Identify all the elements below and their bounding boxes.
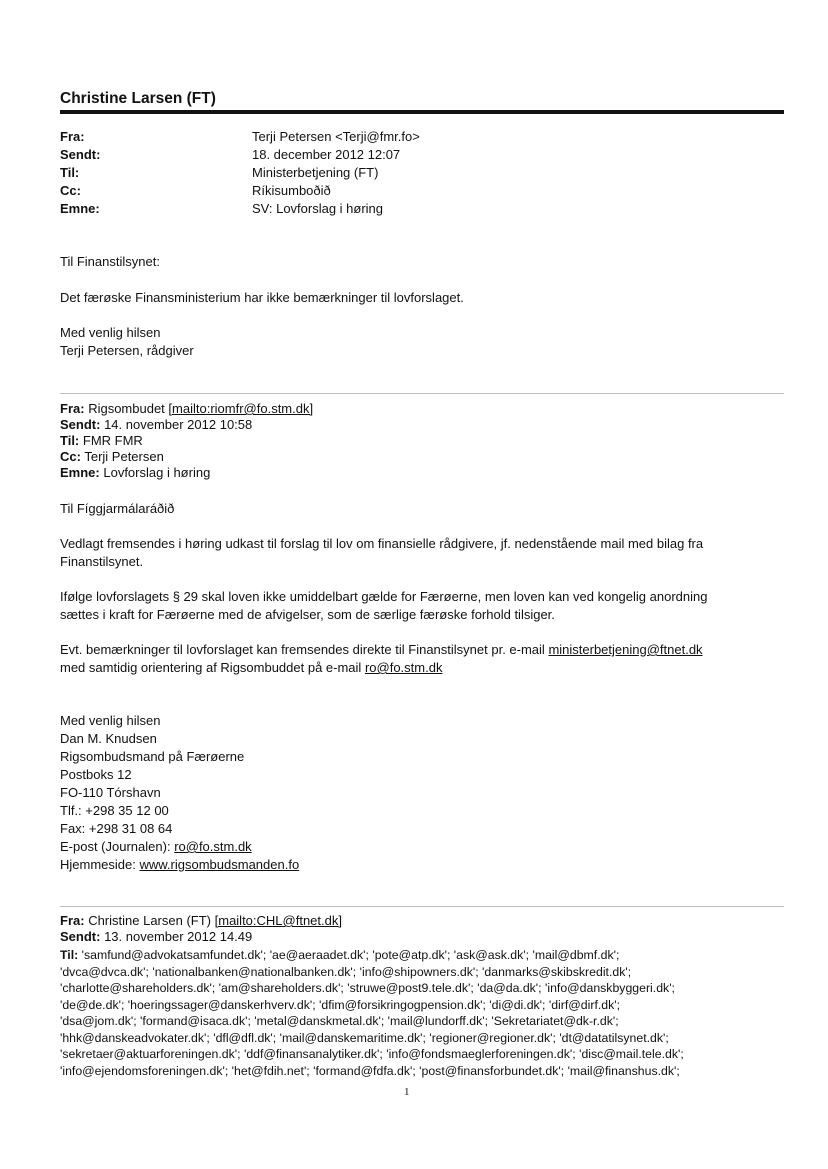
recipient-line: 'dvca@dvca.dk'; 'nationalbanken@nationalbanken.dk'; 'info@shipowners.dk'; 'danmarks@skibskredit.dk';: [60, 964, 632, 979]
fra-value: Rigsombudet: [88, 401, 165, 416]
epost-link[interactable]: ro@fo.stm.dk: [174, 839, 252, 854]
sig-address: Postboks 12: [60, 767, 132, 782]
til-label: Til:: [60, 433, 80, 448]
email-link[interactable]: ministerbetjening@ftnet.dk: [548, 642, 703, 657]
document-title: Christine Larsen (FT): [60, 90, 216, 107]
til-value: FMR FMR: [82, 433, 143, 448]
recipient-line: 'dsa@jom.dk'; 'formand@isaca.dk'; 'metal@danskmetal.dk'; 'mail@lundorff.dk'; 'Sekretariatet@dk-r.dk';: [60, 1014, 619, 1028]
sendt-line: [60, 929, 252, 944]
title-divider: [60, 110, 784, 114]
fra-line: [60, 401, 313, 416]
sig-phone: Tlf.: +298 35 12 00: [60, 803, 169, 818]
recipient-line: [60, 947, 760, 964]
greeting: Til Finanstilsynet:: [60, 254, 160, 269]
sig-title: Rigsombudsmand på Færøerne: [60, 749, 245, 764]
emne-label: Emne:: [60, 201, 100, 216]
cc-value: Ríkisumboðið: [252, 183, 331, 198]
emne-value: Lovforslag i høring: [103, 465, 211, 480]
emne-label: Emne:: [60, 465, 100, 480]
fra-value: Christine Larsen (FT): [88, 913, 211, 928]
closing: Med venlig hilsen: [60, 325, 161, 340]
greeting: Til Fíggjarmálaráðið: [60, 501, 175, 516]
recipient-line: 'info@ejendomsforeningen.dk'; 'het@fdih.net'; 'formand@fdfa.dk'; 'post@finansforbundet.dk'; 'mail@finanshus.dk';: [60, 1063, 680, 1078]
recipient-list: [60, 947, 760, 1079]
body-text: Det færøske Finansministerium har ikke bemærkninger til lovforslaget.: [60, 290, 464, 305]
email-link[interactable]: ro@fo.stm.dk: [364, 660, 443, 675]
fra-label: Fra:: [60, 913, 85, 928]
paragraph-line: Vedlagt fremsendes i høring udkast til forslag til lov om finansielle rådgivere, jf. nedenstående mail med bilag fra: [60, 536, 704, 551]
cc-label: Cc:: [60, 449, 81, 464]
cc-label: Cc:: [60, 183, 81, 198]
web-link[interactable]: www.rigsombudsmanden.fo: [139, 857, 300, 872]
emne-line: [60, 465, 210, 480]
fra-line: [60, 913, 342, 928]
sig-name: Dan M. Knudsen: [60, 731, 157, 746]
sendt-line: [60, 417, 252, 432]
paragraph-line: Ifølge lovforslagets § 29 skal loven ikke umiddelbart gælde for Færøerne, men loven kan ved kongelig anordning: [60, 589, 708, 604]
epost-label: E-post (Journalen):: [60, 839, 171, 854]
sendt-label: Sendt:: [60, 147, 101, 162]
til-label: Til:: [60, 165, 80, 180]
sig-closing: Med venlig hilsen: [60, 713, 161, 728]
sendt-value: 13. november 2012 14.49: [104, 929, 253, 944]
recipient-line: 'hhk@danskeadvokater.dk'; 'dfl@dfl.dk'; 'mail@danskemaritime.dk'; 'regioner@regioner.dk'; 'dt@datatilsynet.dk';: [60, 1030, 669, 1045]
til-value: Ministerbetjening (FT): [252, 165, 379, 180]
til-line: [60, 433, 143, 448]
cc-line: [60, 449, 164, 464]
paragraph-text: med samtidig orientering af Rigsombuddet på e-mail: [60, 660, 362, 675]
sig-fax: Fax: +298 31 08 64: [60, 821, 173, 836]
recipient-line: 'de@de.dk'; 'hoeringssager@danskerhverv.dk'; 'dfim@forsikringogpension.dk'; 'di@di.dk'; 'dirf@dirf.dk';: [60, 997, 621, 1012]
email-divider: [60, 393, 784, 394]
cc-value: Terji Petersen: [84, 449, 164, 464]
fra-value: Terji Petersen <Terji@fmr.fo>: [252, 129, 420, 144]
fra-label: Fra:: [60, 401, 85, 416]
sig-web: [60, 857, 299, 872]
sendt-value: 14. november 2012 10:58: [104, 417, 253, 432]
sendt-value: 18. december 2012 12:07: [252, 147, 401, 162]
recipient-line: 'sekretaer@aktuarforeningen.dk'; 'ddf@finansanalytiker.dk'; 'info@fondsmaeglerforeningen.dk'; 'disc@mail.tele.dk';: [60, 1047, 684, 1061]
sendt-label: Sendt:: [60, 929, 101, 944]
recipient-text: 'samfund@advokatsamfundet.dk'; 'ae@aeraadet.dk'; 'pote@atp.dk'; 'ask@ask.dk'; 'mail@dbmf.dk';: [81, 948, 620, 962]
paragraph-line: [60, 660, 442, 675]
page-number: 1: [404, 1086, 410, 1098]
sig-epost: [60, 839, 252, 854]
email-divider: [60, 906, 784, 907]
sendt-label: Sendt:: [60, 417, 101, 432]
signature: Terji Petersen, rådgiver: [60, 343, 194, 358]
sig-address: FO-110 Tórshavn: [60, 785, 161, 800]
web-label: Hjemmeside:: [60, 857, 136, 872]
recipient-line: 'charlotte@shareholders.dk'; 'am@shareholders.dk'; 'struwe@post9.tele.dk'; 'da@da.dk'; 'info@danskbyggeri.dk';: [60, 981, 675, 995]
fra-label: Fra:: [60, 129, 85, 144]
paragraph-line: Finanstilsynet.: [60, 554, 144, 569]
mailto-link[interactable]: [mailto:riomfr@fo.stm.dk]: [168, 401, 314, 416]
paragraph-line: [60, 642, 703, 657]
mailto-link[interactable]: [mailto:CHL@ftnet.dk]: [214, 913, 342, 928]
paragraph-text: Evt. bemærkninger til lovforslaget kan fremsendes direkte til Finanstilsynet pr. e-mail: [60, 642, 545, 657]
emne-value: SV: Lovforslag i høring: [252, 201, 384, 216]
paragraph-line: sættes i kraft for Færøerne med de afvigelser, som de særlige færøske forhold tilsiger.: [60, 607, 555, 622]
til-label: Til:: [60, 948, 79, 962]
